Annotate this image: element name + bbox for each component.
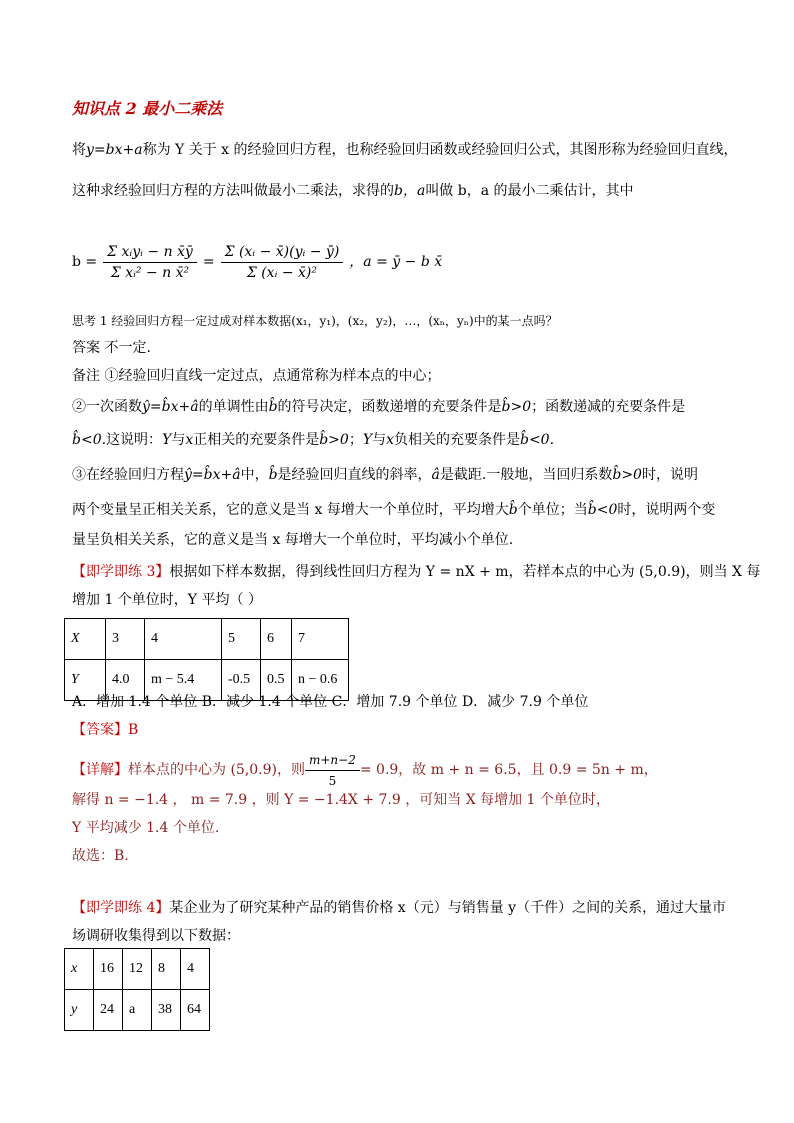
note-text: ③在经验回归方程 bbox=[72, 467, 184, 483]
note-text: ；函数递减的充要条件是 bbox=[531, 399, 686, 415]
example-3-question-line-1 bbox=[72, 562, 760, 582]
note-text: 两个变量呈正相关关系，它的意义是当 x 每增大一个单位时，平均增大 bbox=[72, 502, 509, 518]
note-text: 的单调性由 bbox=[198, 399, 269, 415]
condition-icon: b̂<0. bbox=[72, 432, 107, 448]
intro-line-2 bbox=[72, 181, 634, 201]
detail-line-1 bbox=[72, 752, 658, 788]
table-row bbox=[65, 990, 210, 1031]
example-3-tag: 【即学即练 3】 bbox=[72, 564, 170, 580]
table-cell: 7 bbox=[292, 619, 349, 660]
section-title: 知识点 2 最小二乘法 bbox=[72, 99, 223, 118]
note-1: 备注 ①经验回归直线一定过点，点通常称为样本点的中心； bbox=[72, 368, 441, 384]
fraction-2-denominator: Σ (xᵢ − x̄)² bbox=[246, 264, 317, 281]
detail-text: = 0.9，故 m + n = 6.5，且 0.9 = 5n + m， bbox=[359, 762, 658, 778]
note-2 bbox=[72, 397, 685, 417]
note-text: 量呈负相关关系，它的意义是当 x 每增大一个单位时，平均减小 bbox=[72, 532, 467, 548]
fraction-2 bbox=[221, 242, 344, 283]
b-label: b = bbox=[72, 254, 98, 270]
detail-fraction-numerator: m+n−2 bbox=[305, 750, 360, 771]
note-text: 与 bbox=[372, 432, 387, 448]
detail-fraction-denominator: 5 bbox=[328, 773, 337, 788]
table-cell: 24 bbox=[94, 990, 123, 1031]
note-text: 个单位. bbox=[466, 532, 514, 548]
intro-line-1 bbox=[72, 140, 738, 160]
note-6 bbox=[72, 530, 513, 550]
table-cell: 3 bbox=[106, 619, 145, 660]
note-text: 与 bbox=[171, 432, 186, 448]
example-4-question-line-2: 场调研收集得到以下数据： bbox=[72, 928, 240, 944]
note-5: 两个变量呈正相关关系，它的意义是当 x 每增大一个单位时，平均增大b̂个单位；当b̂<0时，说明两个变 bbox=[72, 502, 716, 518]
note-text: 时，说明两个变 bbox=[617, 502, 716, 518]
table-cell: 38 bbox=[152, 990, 181, 1031]
note-text: 是经验回归直线的斜率， bbox=[277, 467, 432, 483]
note-3: b̂<0.这说明：Y与x正相关的充要条件是b̂>0；Y与x负相关的充要条件是b̂<0. bbox=[72, 432, 555, 448]
note-text: 这说明： bbox=[106, 432, 163, 448]
intro-text: 叫做 b，a 的最小二乘估计，其中 bbox=[425, 183, 634, 199]
answer-value: B bbox=[128, 722, 139, 738]
table-cell: n − 0.6 bbox=[292, 660, 349, 701]
table-row bbox=[65, 949, 210, 990]
table-cell: Y bbox=[65, 660, 106, 701]
example-4-tag: 【即学即练 4】 bbox=[72, 900, 170, 916]
table-cell: 0.5 bbox=[261, 660, 292, 701]
table-cell: 4 bbox=[181, 949, 210, 990]
note-text: 时，说明 bbox=[641, 467, 698, 483]
table-cell: X bbox=[65, 619, 106, 660]
estimate-symbols: b，a bbox=[394, 183, 426, 199]
linear-function-icon: ŷ=b̂x+â bbox=[142, 399, 199, 415]
table-cell: 4 bbox=[145, 619, 222, 660]
question-text: 某企业为了研究某种产品的销售价格 x（元）与销售量 y（千件）之间的关系，通过大量市 bbox=[169, 900, 727, 916]
example-3-options: A．增加 1.4 个单位 B．减少 1.4 个单位 C．增加 7.9 个单位 D．减少 7.9 个单位 bbox=[72, 694, 589, 710]
note-text: 负相关的充要条件是 bbox=[393, 432, 520, 448]
condition-icon: b̂>0 bbox=[501, 399, 532, 415]
table-cell: 6 bbox=[261, 619, 292, 660]
example-3-table bbox=[64, 618, 349, 701]
fraction-2-numerator: Σ (xᵢ − x̄)(yᵢ − ȳ) bbox=[221, 242, 344, 263]
table-cell: 12 bbox=[123, 949, 152, 990]
think-question: 思考 1 经验回归方程一定过成对样本数据(x₁，y₁)，(x₂，y₂)，…，(xₙ，yₙ)中的某一点吗？ bbox=[72, 314, 558, 328]
table-cell: a bbox=[123, 990, 152, 1031]
note-text: 个单位；当 bbox=[517, 502, 588, 518]
table-cell: -0.5 bbox=[222, 660, 261, 701]
table-cell: 4.0 bbox=[106, 660, 145, 701]
note-text: 中， bbox=[240, 467, 269, 483]
answer-line: 答案 不一定. bbox=[72, 340, 151, 356]
intro-text: 将 bbox=[72, 142, 86, 158]
fraction-1 bbox=[103, 242, 197, 283]
table-row bbox=[65, 619, 349, 660]
intercept-formula: ，a = ȳ − b x̄ bbox=[349, 254, 443, 270]
detail-text: 样本点的中心为 (5,0.9)，则 bbox=[128, 762, 305, 778]
detail-line-4: 故选：B. bbox=[72, 848, 129, 864]
table-cell: m − 5.4 bbox=[145, 660, 222, 701]
table-cell: 64 bbox=[181, 990, 210, 1031]
detail-line-2: 解得 n = −1.4 ， m = 7.9 ，则 Y = −1.4X + 7.9 ，可知当 X 每增加 1 个单位时， bbox=[72, 792, 610, 808]
table-cell: x bbox=[65, 949, 94, 990]
regression-equation: y=bx+a bbox=[86, 142, 143, 158]
note-text: 是截距.一般地，当回归系数 bbox=[439, 467, 613, 483]
fraction-1-numerator: Σ xᵢyᵢ − n x̄ȳ bbox=[103, 242, 197, 263]
table-cell: 8 bbox=[152, 949, 181, 990]
table-cell: 16 bbox=[94, 949, 123, 990]
example-3-answer bbox=[72, 720, 138, 740]
example-4-table bbox=[64, 948, 210, 1031]
detail-line-3: Y 平均减少 1.4 个单位. bbox=[72, 820, 220, 836]
table-cell: y bbox=[65, 990, 94, 1031]
least-squares-formula bbox=[72, 222, 442, 302]
detail-fraction bbox=[305, 750, 360, 791]
note-text: 正相关的充要条件是 bbox=[193, 432, 320, 448]
table-cell: 5 bbox=[222, 619, 261, 660]
question-text: 根据如下样本数据，得到线性回归方程为 Y = nX + m，若样本点的中心为 (5,0.9)，则当 X 每 bbox=[169, 564, 761, 580]
note-4: ③在经验回归方程ŷ=b̂x+â中，b̂是经验回归直线的斜率，â是截距.一般地，当回归系数b̂>0时，说明 bbox=[72, 467, 698, 483]
example-3-question-line-2: 增加 1 个单位时，Y 平均（ ） bbox=[72, 592, 262, 608]
answer-tag: 【答案】 bbox=[72, 722, 128, 738]
intro-text: 称为 Y 关于 x 的经验回归方程，也称经验回归函数或经验回归公式，其图形称为经验回归直线， bbox=[142, 142, 738, 158]
fraction-1-denominator: Σ xᵢ² − n x̄² bbox=[110, 264, 190, 281]
detail-tag: 【详解】 bbox=[72, 762, 128, 778]
equals-sign: = bbox=[202, 254, 215, 270]
slope-icon: b̂ bbox=[268, 399, 278, 415]
intro-text: 这种求经验回归方程的方法叫做最小二乘法，求得的 bbox=[72, 183, 394, 199]
example-4-question-line-1 bbox=[72, 898, 726, 918]
note-text: ②一次函数 bbox=[72, 399, 142, 415]
note-text: 的符号决定，函数递增的充要条件是 bbox=[277, 399, 502, 415]
